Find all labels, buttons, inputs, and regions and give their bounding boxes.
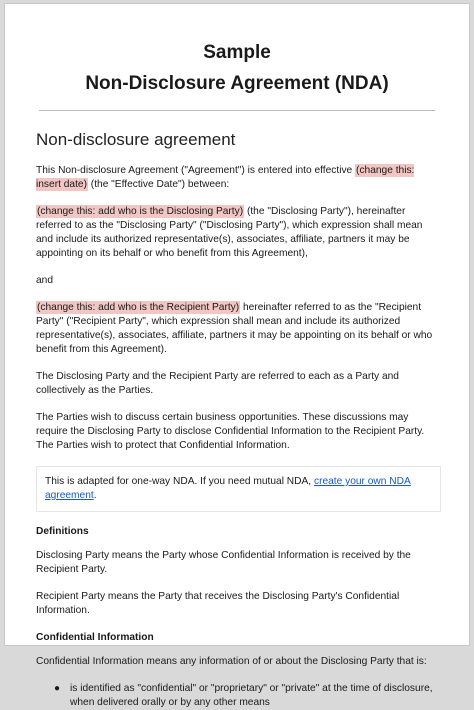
document-header: [5, 37, 469, 99]
list-item-text: is identified as "confidential" or "proprietary" or "private" at the time of disclosure, when delivered orally or by any other means: [70, 683, 433, 708]
create-nda-link[interactable]: create your own NDA agreement: [45, 476, 411, 501]
list-item: [36, 682, 441, 710]
confidential-info-heading: Confidential Information: [36, 632, 154, 643]
recipient-party-paragraph: [36, 301, 441, 357]
intro-text-after: (the "Effective Date") between:: [87, 179, 230, 190]
intro-paragraph: [36, 164, 441, 192]
disclosing-party-text: (the "Disclosing Party"), hereinafter referred to as the "Disclosing Party" ("Disclosing Party"), which expression shall mean and include its authorized representative(s), associates, affiliate, partners it may be appointing on its behalf or who benefit from this Agreement),: [36, 206, 423, 259]
date-placeholder: (change this: insert date): [36, 165, 415, 190]
document-body: [36, 128, 441, 710]
title-line-1: Sample: [203, 42, 271, 63]
recipient-party-placeholder: (change this: add who is the Recipient Party): [37, 302, 240, 313]
recipient-party-text: hereinafter referred to as the "Recipient Party" ("Recipient Party", which expression shall mean and include its authorized representative(s), associates, affiliate, partners it may be appointing on its behalf or who benefit from this Agreement).: [36, 302, 433, 355]
note-text-end: .: [93, 490, 97, 501]
confidential-info-intro: Confidential Information means any information of or about the Disclosing Party that is:: [36, 656, 427, 667]
adaptation-note: [36, 466, 441, 512]
disclosing-party-placeholder: (change this: add who is the Disclosing Party): [37, 206, 244, 217]
title-line-2: Non-Disclosure Agreement (NDA): [85, 73, 389, 94]
confidential-info-list: [36, 682, 441, 710]
header-divider: [39, 110, 435, 111]
purpose-paragraph: The Parties wish to discuss certain business opportunities. These discussions may require the Disclosing Party to disclose Confidential Information to the Recipient Party. The Parties wish to protect that Confidential Information.: [36, 412, 425, 451]
document-page: [4, 3, 470, 708]
recipient-party-definition: Recipient Party means the Party that receives the Disclosing Party's Confidential Information.: [36, 591, 400, 616]
parties-paragraph: The Disclosing Party and the Recipient Party are referred to each as a Party and collectively as the Parties.: [36, 371, 399, 396]
disclosing-party-paragraph: [36, 205, 441, 261]
definitions-heading: Definitions: [36, 526, 89, 537]
note-text: This is adapted for one-way NDA. If you need mutual NDA,: [45, 476, 314, 487]
section-title: Non-disclosure agreement: [36, 130, 236, 149]
and-text: and: [36, 275, 53, 286]
disclosing-party-definition: Disclosing Party means the Party whose Confidential Information is received by the Recipient Party.: [36, 550, 411, 575]
intro-text: This Non-disclosure Agreement ("Agreement") is entered into effective: [36, 165, 356, 176]
bullet-icon: ●: [54, 683, 61, 694]
